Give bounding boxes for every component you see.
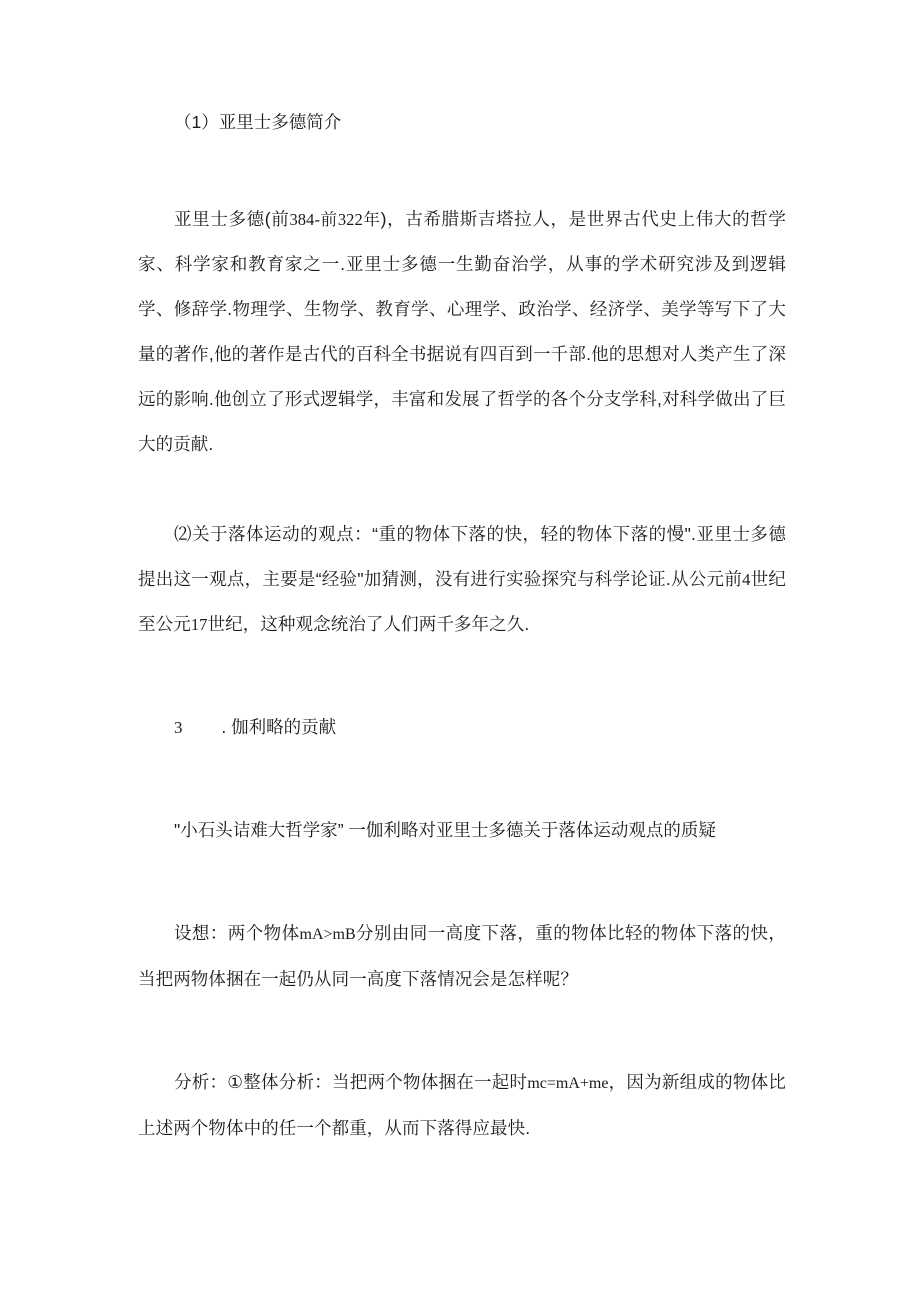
century-17: 17 <box>190 615 208 634</box>
subtitle-little-stone-challenge: "小石头诘难大哲学家” 一伽利略对亚里士多德关于落体运动观点的质疑 <box>174 820 716 840</box>
year-384: 384 <box>289 210 315 229</box>
formula-mass-comparison: mA>mB <box>299 926 356 943</box>
heading-galileo-text: . 伽利略的贡献 <box>221 717 337 737</box>
paragraph-aristotle-biography-rest: )，古希腊斯吉塔拉人，是世界古代史上伟大的哲学家、科学家和教育家之一.亚里士多德一生勤奋治学，从事的学术研究涉及到逻辑学、修辞学.物理学、生物学、教育学、心理学、政治学、经济学、美学等写下了大量的著作,他的著作是古代的百科全书据说有四百到一千部.他的思想对人类产生了深远的影响.他创立了形式逻辑学，丰富和发展了哲学的各个分支学科,对科学做出了巨大的贡献. <box>138 209 786 454</box>
paragraph-aristotle-biography <box>138 197 786 467</box>
paragraph-falling-body-view-a: ⑵关于落体运动的观点：“重的物体下落的快，轻的物体下落的慢".亚里士多德提出这一观点，主要是“经验"加猜测，没有进行实验探究与科学论证.从公元前 <box>138 524 786 589</box>
paragraph-aristotle-biography-lead: 亚里士多德(前 <box>174 209 290 229</box>
heading-galileo-contribution <box>138 705 786 750</box>
paragraph-falling-body-view <box>138 512 786 647</box>
document-text-body <box>138 100 786 1151</box>
heading-galileo-number: 3 <box>174 718 183 737</box>
paragraph-analysis-whole-system-a: 分析：①整体分析：当把两个物体捆在一起时 <box>174 1072 528 1092</box>
paragraph-falling-body-view-c: 世纪，这种观念统治了人们两千多年之久. <box>207 614 530 634</box>
year-322: 前322年 <box>320 210 381 229</box>
formula-combined-mass: mc=mA+me <box>527 1075 609 1092</box>
paragraph-falling-body-view-b: 世纪至公元 <box>138 569 787 634</box>
heading-aristotle-intro: （1）亚里士多德简介 <box>174 112 342 132</box>
paragraph-analysis-whole-system-b: ，因为新组成的物体比上述两个物体中的任一个都重，从而下落得应最快. <box>138 1072 787 1138</box>
year-range-dash: - <box>314 210 321 229</box>
paragraph-analysis-whole-system <box>138 1060 786 1151</box>
paragraph-thought-experiment-a: 设想：两个物体 <box>174 923 300 943</box>
century-4: 4 <box>742 570 751 589</box>
paragraph-thought-experiment <box>138 911 786 1002</box>
heading-galileo-spacer <box>183 717 222 737</box>
paragraph-thought-experiment-b: 分别由同一高度下落，重的物体比轻的物体下落的快，当把两物体捆在一起仍从同一高度下落情况会是怎样呢？ <box>138 923 786 989</box>
